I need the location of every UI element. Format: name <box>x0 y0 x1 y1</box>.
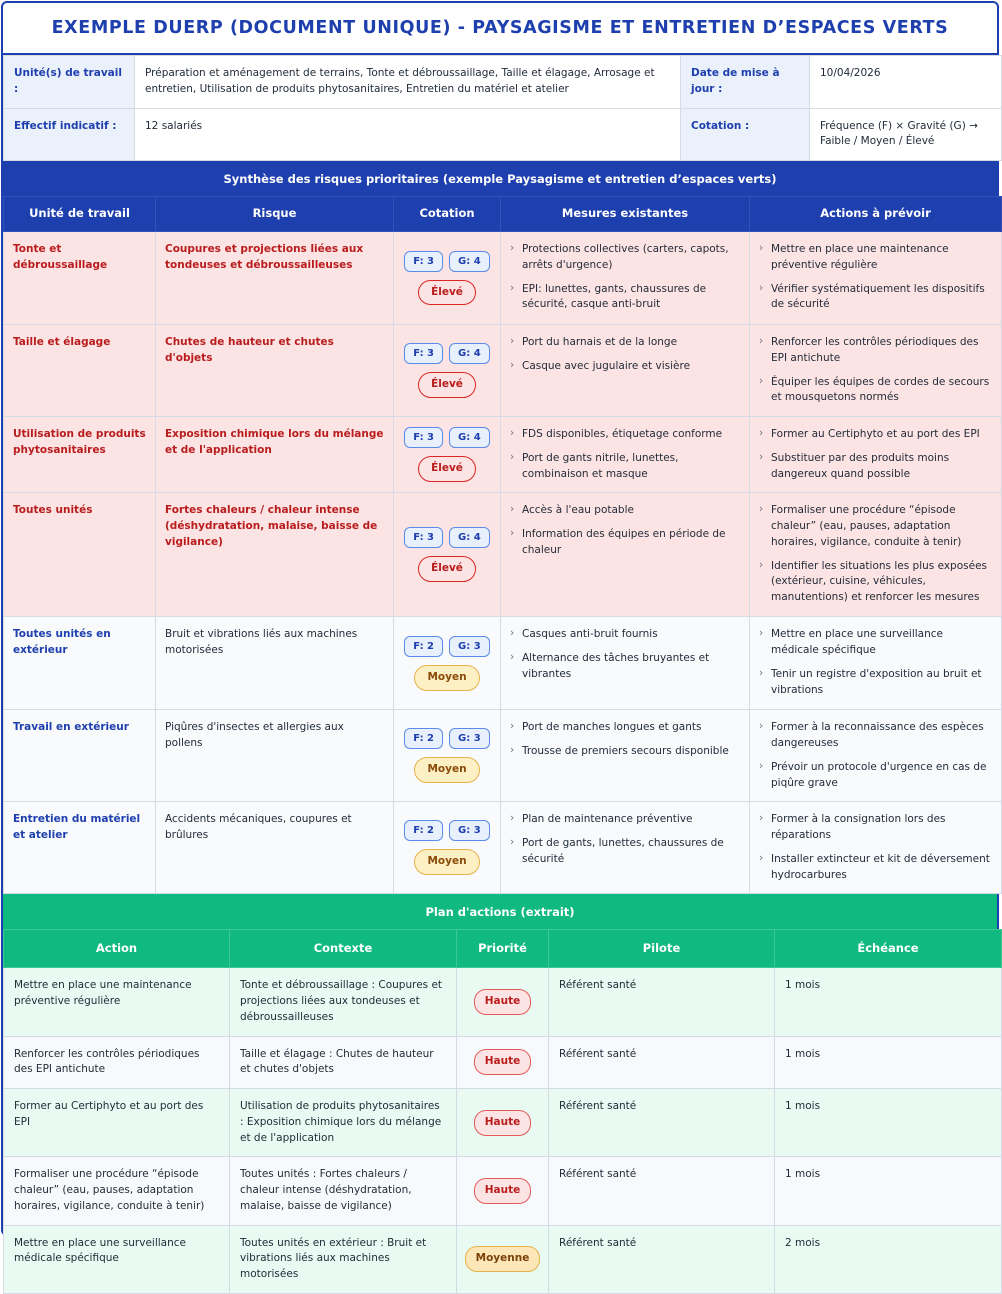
units-label: Unité(s) de travail : <box>4 56 135 109</box>
actions-item: › Former à la reconnaissance des espèces dangereuses <box>759 720 992 752</box>
plan-action: Formaliser une procédure “épisode chaleur” (eau, pauses, adaptation horaires, vigilance, conduite à tenir) <box>4 1157 230 1225</box>
frequency-badge: F: 2 <box>404 636 443 657</box>
gravity-badge: G: 3 <box>449 820 490 841</box>
actions-item: › Installer extincteur et kit de déversement hydrocarbures <box>759 852 992 884</box>
plan-table <box>3 929 1002 1294</box>
plan-pilot: Référent santé <box>549 1036 775 1089</box>
actions-item: › Identifier les situations les plus exposées (extérieur, cuisine, véhicules, manutentions) et renforcer les mesures <box>759 559 992 606</box>
plan-deadline: 1 mois <box>775 968 1002 1036</box>
risk-description: Piqûres d'insectes et allergies aux pollens <box>156 710 394 802</box>
plan-header-action: Action <box>4 930 230 968</box>
risk-header-actions: Actions à prévoir <box>750 197 1002 232</box>
priority-badge: Moyenne <box>465 1246 541 1272</box>
risk-header-risk: Risque <box>156 197 394 232</box>
plan-row <box>4 1157 1002 1225</box>
plan-action: Renforcer les contrôles périodiques des EPI antichute <box>4 1036 230 1089</box>
gravity-badge: G: 4 <box>449 251 490 272</box>
measures-item: › Port de gants, lunettes, chaussures de sécurité <box>510 836 740 868</box>
actions-item: › Équiper les équipes de cordes de secours et mousquetons normés <box>759 375 992 407</box>
actions-item: › Tenir un registre d'exposition au bruit et vibrations <box>759 667 992 699</box>
risk-row <box>4 493 1002 617</box>
frequency-badge: F: 3 <box>404 343 443 364</box>
risk-cotation <box>394 417 501 493</box>
actions-item: › Former à la consignation lors des réparations <box>759 812 992 844</box>
frequency-badge: F: 2 <box>404 820 443 841</box>
risk-row <box>4 232 1002 325</box>
plan-context: Taille et élagage : Chutes de hauteur et chutes d'objets <box>230 1036 457 1089</box>
planned-actions <box>750 232 1002 325</box>
existing-measures <box>501 493 750 617</box>
risk-table <box>3 196 1002 894</box>
risk-unit: Travail en extérieur <box>4 710 156 802</box>
priority-badge: Haute <box>474 1178 532 1204</box>
measures-item: › Port de gants nitrile, lunettes, combinaison et masque <box>510 451 740 483</box>
risk-unit: Taille et élagage <box>4 325 156 417</box>
page-title: EXEMPLE DUERP (DOCUMENT UNIQUE) - PAYSAGISME ET ENTRETIEN D’ESPACES VERTS <box>3 3 997 55</box>
measures-item: › EPI: lunettes, gants, chaussures de sécurité, casque anti-bruit <box>510 282 740 314</box>
risk-row <box>4 417 1002 493</box>
risk-description: Chutes de hauteur et chutes d'objets <box>156 325 394 417</box>
actions-item: › Mettre en place une surveillance médicale spécifique <box>759 627 992 659</box>
plan-row <box>4 968 1002 1036</box>
risk-cotation <box>394 325 501 417</box>
gravity-badge: G: 4 <box>449 427 490 448</box>
priority-badge: Haute <box>474 1049 532 1075</box>
risk-unit: Tonte et débroussaillage <box>4 232 156 325</box>
risk-level-badge: Moyen <box>414 757 479 783</box>
plan-context: Toutes unités : Fortes chaleurs / chaleur intense (déshydratation, malaise, baisse de vigilance) <box>230 1157 457 1225</box>
measures-item: › Protections collectives (carters, capots, arrêts d'urgence) <box>510 242 740 274</box>
info-table <box>3 55 1002 161</box>
plan-header-priority: Priorité <box>457 930 549 968</box>
existing-measures <box>501 710 750 802</box>
risk-cotation <box>394 493 501 617</box>
measures-item: › Port de manches longues et gants <box>510 720 740 736</box>
plan-deadline: 2 mois <box>775 1225 1002 1293</box>
gravity-badge: G: 4 <box>449 343 490 364</box>
measures-item: › Accès à l'eau potable <box>510 503 740 519</box>
planned-actions <box>750 417 1002 493</box>
risk-row <box>4 802 1002 894</box>
risk-cotation <box>394 802 501 894</box>
risk-level-badge: Moyen <box>414 849 479 875</box>
risk-unit: Toutes unités <box>4 493 156 617</box>
risk-row <box>4 325 1002 417</box>
priority-badge: Haute <box>474 1110 532 1136</box>
plan-deadline: 1 mois <box>775 1157 1002 1225</box>
cotation-value: Fréquence (F) × Gravité (G) → Faible / Moyen / Élevé <box>810 108 1002 161</box>
frequency-badge: F: 3 <box>404 427 443 448</box>
risk-description: Exposition chimique lors du mélange et de l'application <box>156 417 394 493</box>
risk-level-badge: Élevé <box>418 456 476 482</box>
frequency-badge: F: 3 <box>404 527 443 548</box>
plan-pilot: Référent santé <box>549 1089 775 1157</box>
effectif-value: 12 salariés <box>135 108 681 161</box>
actions-item: › Mettre en place une maintenance préventive régulière <box>759 242 992 274</box>
risk-unit: Entretien du matériel et atelier <box>4 802 156 894</box>
existing-measures <box>501 325 750 417</box>
gravity-badge: G: 3 <box>449 636 490 657</box>
risk-cotation <box>394 232 501 325</box>
plan-action: Former au Certiphyto et au port des EPI <box>4 1089 230 1157</box>
gravity-badge: G: 3 <box>449 728 490 749</box>
plan-row <box>4 1089 1002 1157</box>
risk-row <box>4 617 1002 710</box>
risk-header-measures: Mesures existantes <box>501 197 750 232</box>
measures-item: › Casques anti-bruit fournis <box>510 627 740 643</box>
risk-description: Coupures et projections liées aux tondeuses et débroussailleuses <box>156 232 394 325</box>
measures-item: › Port du harnais et de la longe <box>510 335 740 351</box>
date-label: Date de mise à jour : <box>681 56 810 109</box>
measures-item: › FDS disponibles, étiquetage conforme <box>510 427 740 443</box>
existing-measures <box>501 417 750 493</box>
gravity-badge: G: 4 <box>449 527 490 548</box>
actions-item: › Substituer par des produits moins dangereux quand possible <box>759 451 992 483</box>
plan-context: Tonte et débroussaillage : Coupures et projections liées aux tondeuses et débroussailleuses <box>230 968 457 1036</box>
plan-row <box>4 1036 1002 1089</box>
measures-item: › Alternance des tâches bruyantes et vibrantes <box>510 651 740 683</box>
plan-priority <box>457 1157 549 1225</box>
measures-item: › Information des équipes en période de chaleur <box>510 527 740 559</box>
actions-item: › Formaliser une procédure “épisode chaleur” (eau, pauses, adaptation horaires, vigilance, conduite à tenir) <box>759 503 992 550</box>
planned-actions <box>750 325 1002 417</box>
measures-item: › Plan de maintenance préventive <box>510 812 740 828</box>
risk-section-title: Synthèse des risques prioritaires (exemple Paysagisme et entretien d’espaces verts) <box>3 161 997 196</box>
effectif-label: Effectif indicatif : <box>4 108 135 161</box>
plan-priority <box>457 1036 549 1089</box>
plan-deadline: 1 mois <box>775 1036 1002 1089</box>
plan-header-context: Contexte <box>230 930 457 968</box>
risk-unit: Toutes unités en extérieur <box>4 617 156 710</box>
measures-item: › Trousse de premiers secours disponible <box>510 744 740 760</box>
risk-description: Bruit et vibrations liés aux machines motorisées <box>156 617 394 710</box>
actions-item: › Former au Certiphyto et au port des EPI <box>759 427 992 443</box>
priority-badge: Haute <box>474 989 532 1015</box>
planned-actions <box>750 802 1002 894</box>
plan-action: Mettre en place une surveillance médicale spécifique <box>4 1225 230 1293</box>
plan-pilot: Référent santé <box>549 1225 775 1293</box>
existing-measures <box>501 617 750 710</box>
plan-action: Mettre en place une maintenance préventive régulière <box>4 968 230 1036</box>
actions-item: › Vérifier systématiquement les dispositifs de sécurité <box>759 282 992 314</box>
cotation-label: Cotation : <box>681 108 810 161</box>
plan-header-deadline: Échéance <box>775 930 1002 968</box>
risk-header-unit: Unité de travail <box>4 197 156 232</box>
planned-actions <box>750 493 1002 617</box>
risk-description: Accidents mécaniques, coupures et brûlures <box>156 802 394 894</box>
plan-priority <box>457 968 549 1036</box>
plan-header-pilot: Pilote <box>549 930 775 968</box>
plan-priority <box>457 1225 549 1293</box>
plan-pilot: Référent santé <box>549 968 775 1036</box>
existing-measures <box>501 802 750 894</box>
risk-cotation <box>394 617 501 710</box>
risk-level-badge: Élevé <box>418 372 476 398</box>
plan-context: Toutes unités en extérieur : Bruit et vibrations liés aux machines motorisées <box>230 1225 457 1293</box>
planned-actions <box>750 710 1002 802</box>
units-value: Préparation et aménagement de terrains, Tonte et débroussaillage, Taille et élagage, Arrosage et entretien, Utilisation de produits phytosanitaires, Entretien du matériel et atelier <box>135 56 681 109</box>
plan-deadline: 1 mois <box>775 1089 1002 1157</box>
planned-actions <box>750 617 1002 710</box>
date-value: 10/04/2026 <box>810 56 1002 109</box>
risk-cotation <box>394 710 501 802</box>
risk-level-badge: Moyen <box>414 665 479 691</box>
risk-header-cotation: Cotation <box>394 197 501 232</box>
document <box>1 1 999 1280</box>
plan-priority <box>457 1089 549 1157</box>
measures-item: › Casque avec jugulaire et visière <box>510 359 740 375</box>
risk-row <box>4 710 1002 802</box>
risk-description: Fortes chaleurs / chaleur intense (déshydratation, malaise, baisse de vigilance) <box>156 493 394 617</box>
risk-level-badge: Élevé <box>418 556 476 582</box>
frequency-badge: F: 3 <box>404 251 443 272</box>
plan-section-title: Plan d'actions (extrait) <box>3 894 997 929</box>
actions-item: › Renforcer les contrôles périodiques des EPI antichute <box>759 335 992 367</box>
plan-context: Utilisation de produits phytosanitaires : Exposition chimique lors du mélange et de l'application <box>230 1089 457 1157</box>
plan-pilot: Référent santé <box>549 1157 775 1225</box>
existing-measures <box>501 232 750 325</box>
risk-level-badge: Élevé <box>418 280 476 306</box>
risk-unit: Utilisation de produits phytosanitaires <box>4 417 156 493</box>
plan-row <box>4 1225 1002 1293</box>
actions-item: › Prévoir un protocole d'urgence en cas de piqûre grave <box>759 760 992 792</box>
frequency-badge: F: 2 <box>404 728 443 749</box>
